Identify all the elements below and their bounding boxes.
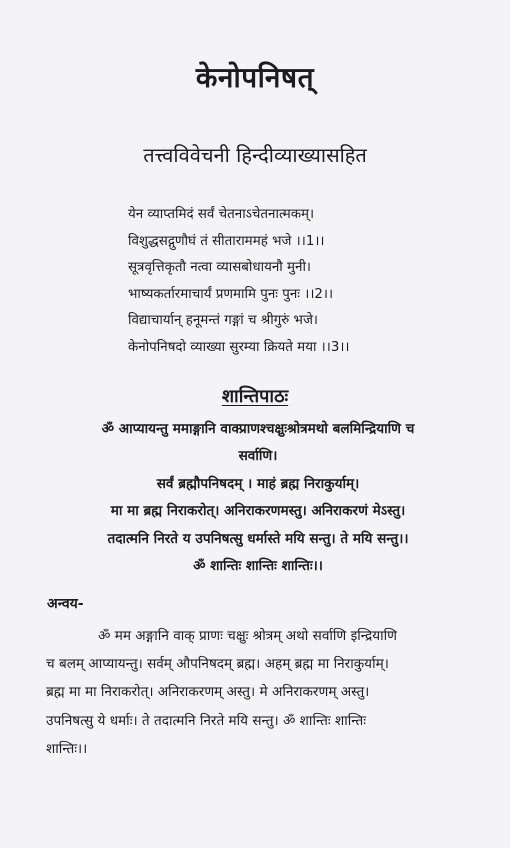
verse-line: केनोपनिषदो व्याख्या सुरम्या क्रियते मया ।।3।। — [128, 339, 350, 355]
anvaya-line: उपनिषत्सु ये धर्माः। ते तदात्मनि निरते मयि सन्तु। ॐ शान्तिः शान्तिः — [46, 712, 366, 729]
anvaya-line: शान्तिः।। — [46, 740, 88, 757]
verse-line: विद्याचार्यान् हनूमन्तं गङ्गां च श्रीगुरुं भजे। — [128, 313, 318, 329]
verse-line: भाष्यकर्तारमाचार्यं प्रणमामि पुनः पुनः ।।2।। — [128, 286, 334, 302]
mantra-line: ॐ शान्तिः शान्तिः शान्तिः।। — [193, 558, 323, 575]
page-subtitle: तत्त्वविवेचनी हिन्दीव्याख्यासहित — [143, 143, 367, 167]
shanti-mantra — [38, 416, 478, 580]
invocation-verses — [128, 202, 428, 362]
mantra-line: ॐ आप्यायन्तु ममाङ्गानि वाक्प्राणश्चक्षुःश्रोत्रमथो बलमिन्द्रियाणि च — [101, 421, 415, 437]
verse-line: सूत्रवृत्तिकृतौ नत्वा व्यासबोधायनौ मुनी। — [128, 260, 311, 276]
page-title: केनोपनिषत् — [195, 61, 315, 94]
mantra-line: सर्वं ब्रह्मौपनिषदम् । माहं ब्रह्म निराकुर्याम्। — [156, 475, 360, 492]
verse-line: विशुद्धसद्गुणौघं तं सीताराममहं भजे ।।1।। — [128, 233, 325, 249]
section-heading-shantipath: शान्तिपाठः — [221, 386, 289, 407]
mantra-line: सर्वाणि। — [238, 448, 278, 465]
verse-line: येन व्याप्तमिदं सर्वं चेतनाऽचेतनात्मकम्। — [128, 207, 315, 222]
mantra-line: तदात्मनि निरते य उपनिषत्सु धर्मास्ते मयि सन्तु। ते मयि सन्तु।। — [107, 530, 409, 547]
anvaya-paragraph — [46, 622, 474, 763]
section-heading-anvaya: अन्वय- — [47, 596, 84, 612]
anvaya-line: ब्रह्म मा मा निराकरोत्। अनिराकरणम् अस्तु। मे अनिराकरणम् अस्तु। — [46, 684, 370, 701]
anvaya-line: च बलम् आप्यायन्तु। सर्वम् औपनिषदम् ब्रह्म। अहम् ब्रह्म मा निराकुर्याम्। — [46, 656, 389, 673]
mantra-line: मा मा ब्रह्म निराकरोत्। अनिराकरणमस्तु। अनिराकरणं मेऽस्तु। — [110, 503, 406, 520]
anvaya-line: ॐ मम अङ्गानि वाक् प्राणः चक्षुः श्रोत्रम् अथो सर्वाणि इन्द्रियाणि — [98, 628, 397, 644]
